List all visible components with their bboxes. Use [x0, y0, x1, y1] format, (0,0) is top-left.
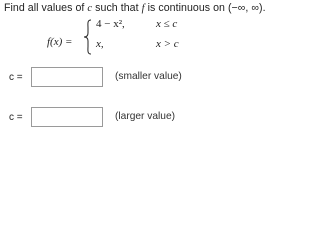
answer-2-label: c =: [9, 112, 23, 123]
piece-1-expression: 4 − x²,: [96, 18, 125, 30]
piece-2-expression: x,: [96, 38, 104, 50]
larger-value-hint: (larger value): [115, 111, 176, 122]
smaller-value-input[interactable]: [31, 67, 103, 87]
function-lhs: f(x) =: [47, 36, 73, 48]
variable-c: c: [87, 3, 93, 14]
larger-value-input[interactable]: [31, 107, 103, 127]
piece-2-condition: x > c: [156, 38, 179, 50]
left-brace-icon: [83, 19, 93, 55]
answer-1-label: c =: [9, 72, 23, 83]
question-prompt: [4, 2, 266, 14]
variable-f: f: [141, 3, 145, 14]
question-prefix: Find all values of: [4, 2, 85, 14]
piece-1-condition: x ≤ c: [156, 18, 178, 30]
smaller-value-hint: (smaller value): [115, 71, 182, 82]
question-suffix: is continuous on (−∞, ∞).: [147, 2, 266, 14]
question-middle: such that: [95, 2, 139, 14]
